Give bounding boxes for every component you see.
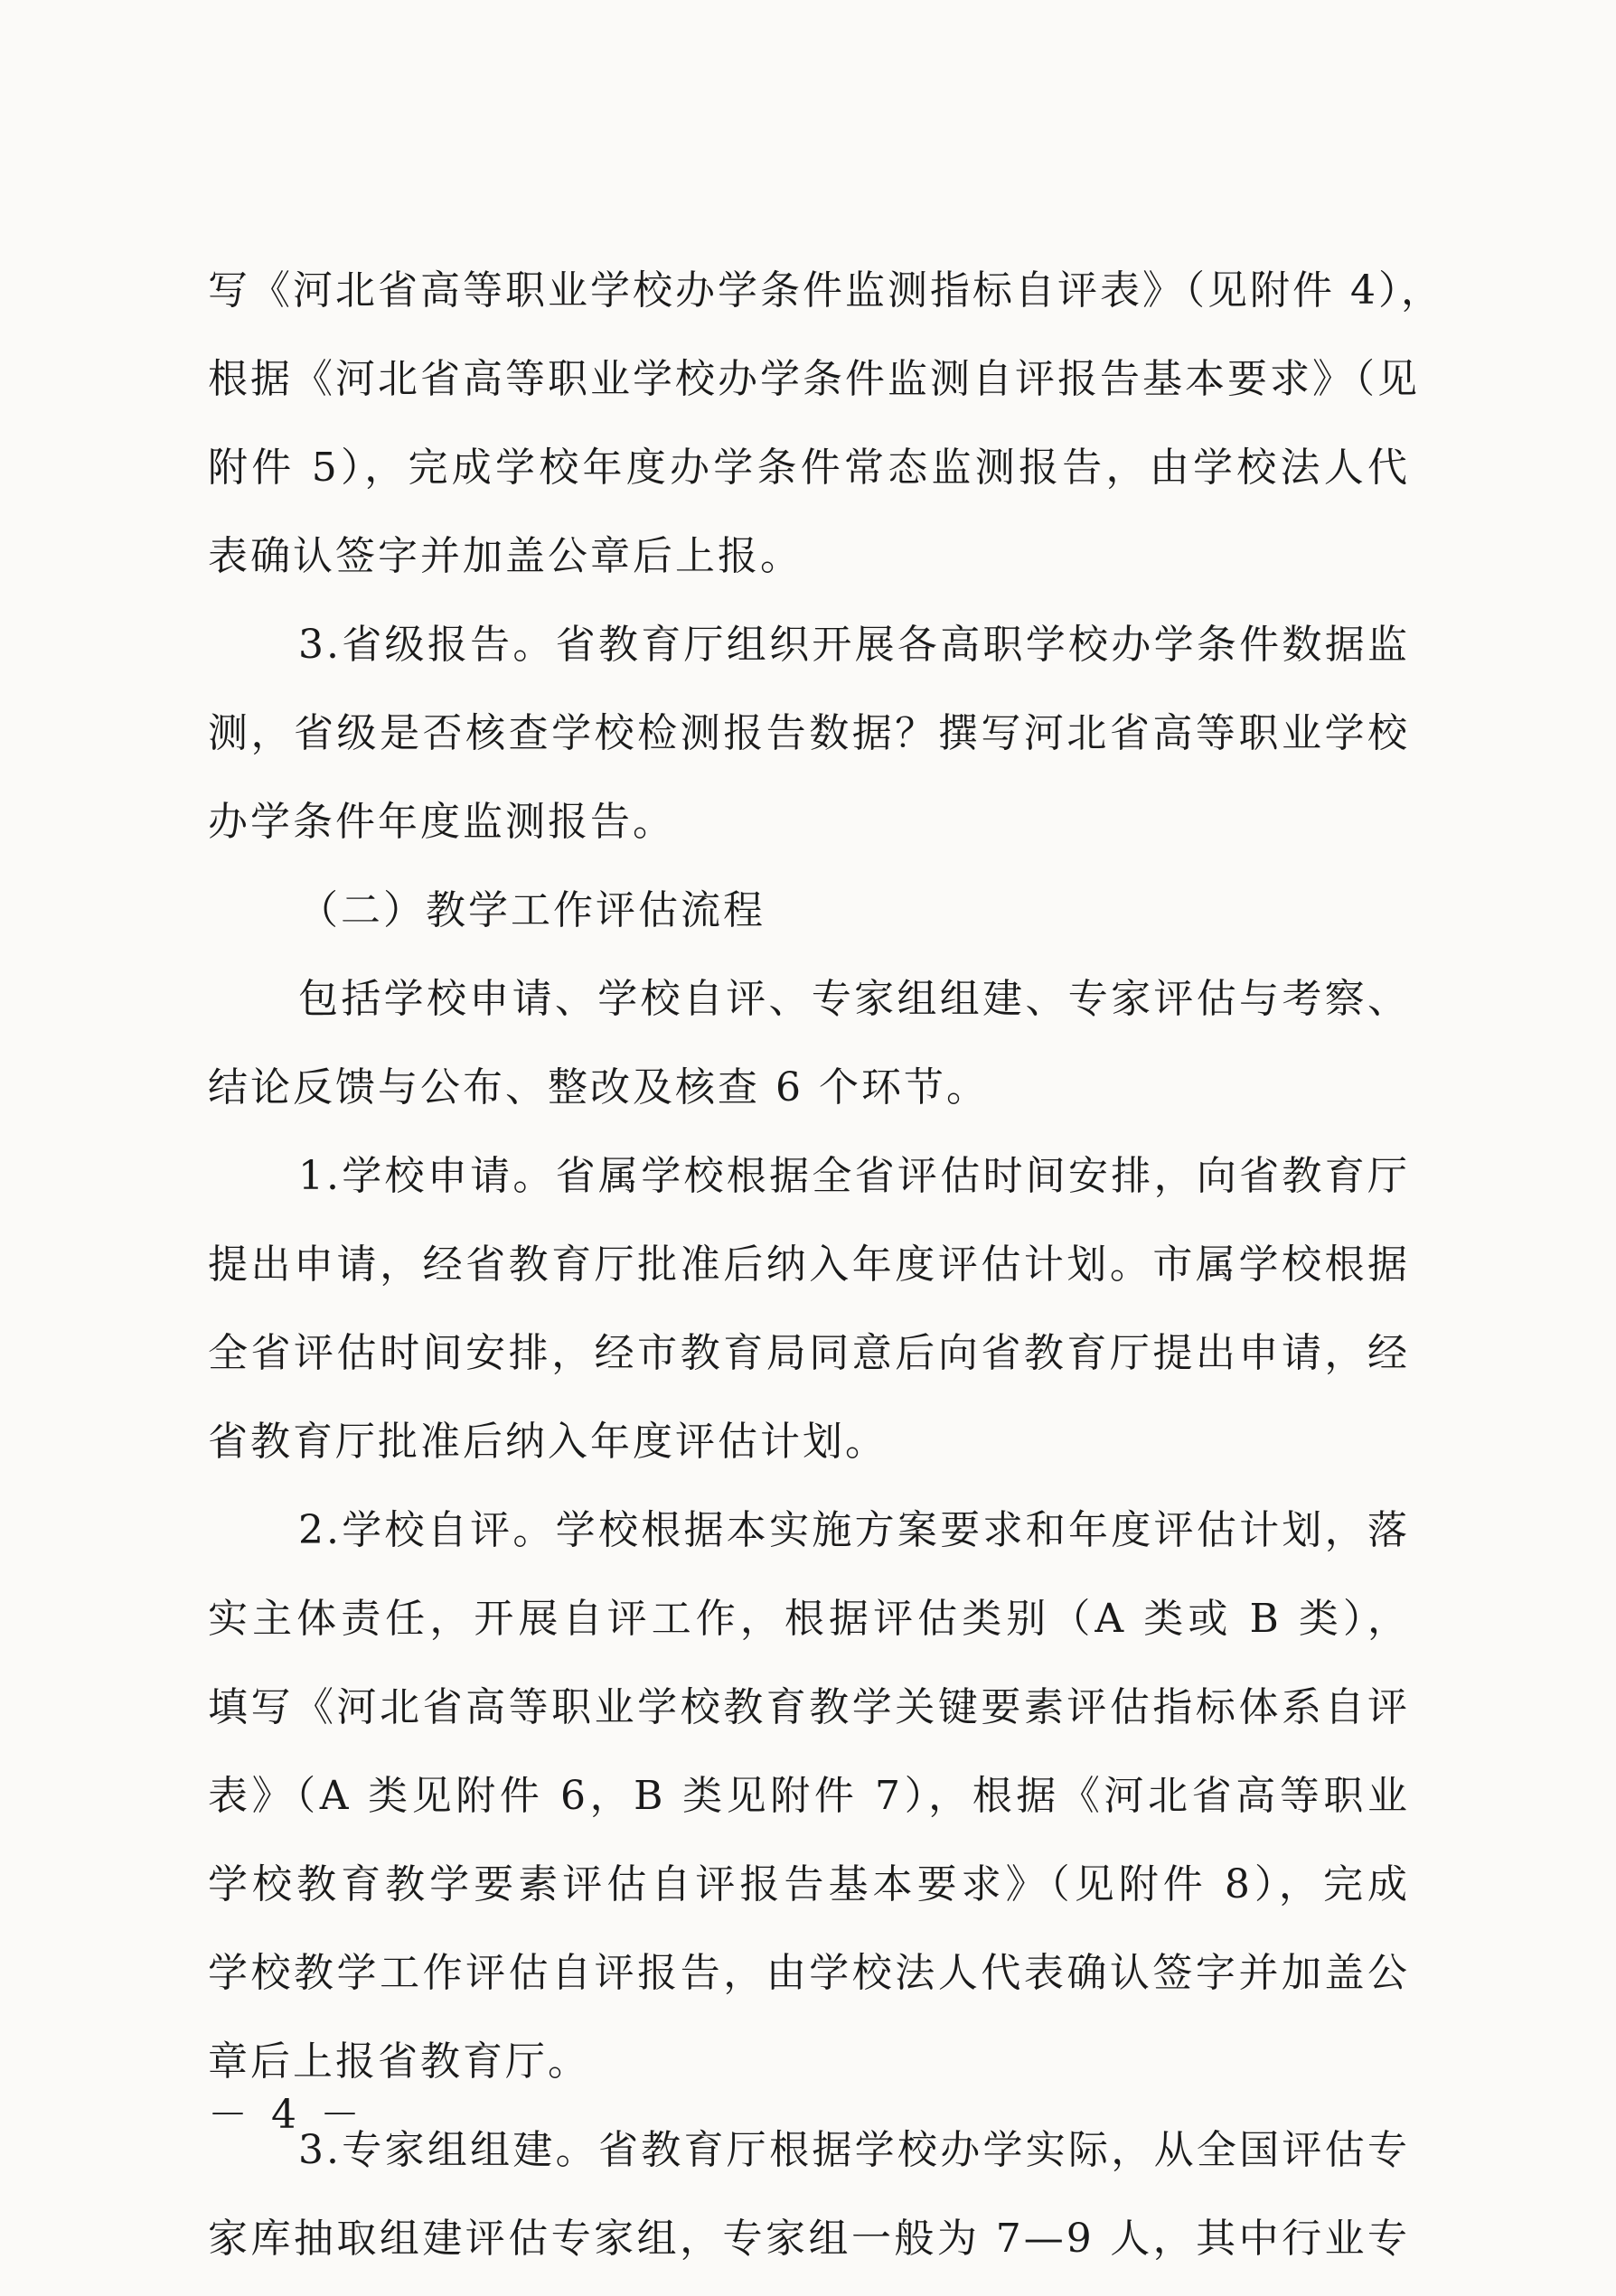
text-line: 学校教育教学要素评估自评报告基本要求》（见附件 8），完成 <box>208 1861 1410 1907</box>
text-line: 提出申请，经省教育厅批准后纳入年度评估计划。市属学校根据 <box>208 1242 1410 1288</box>
text-line: 全省评估时间安排，经市教育局同意后向省教育厅提出申请，经 <box>208 1330 1410 1376</box>
body-text <box>208 247 1443 2283</box>
text-line: 1.学校申请。省属学校根据全省评估时间安排，向省教育厅 <box>298 1153 1410 1199</box>
text-line: 表确认签字并加盖公章后上报。 <box>208 533 803 579</box>
text-line: 2.学校自评。学校根据本实施方案要求和年度评估计划，落 <box>298 1507 1410 1553</box>
text-line: 实主体责任，开展自评工作，根据评估类别（A 类或 B 类）， <box>208 1596 1410 1642</box>
text-line: 学校教学工作评估自评报告，由学校法人代表确认签字并加盖公 <box>208 1950 1410 1996</box>
text-line: 家库抽取组建评估专家组，专家组一般为 7—9 人，其中行业专 <box>208 2216 1410 2262</box>
text-line: 包括学校申请、学校自评、专家组组建、专家评估与考察、 <box>298 976 1410 1022</box>
text-line: 表》（A 类见附件 6，B 类见附件 7），根据《河北省高等职业 <box>208 1773 1410 1819</box>
text-line: 结论反馈与公布、整改及核查 6 个环节。 <box>208 1064 989 1111</box>
text-line: 附件 5），完成学校年度办学条件常态监测报告，由学校法人代 <box>208 445 1410 491</box>
text-line: 根据《河北省高等职业学校办学条件监测自评报告基本要求》（见 <box>208 356 1420 402</box>
text-line: 省教育厅批准后纳入年度评估计划。 <box>208 1419 888 1465</box>
text-line: 测，省级是否核查学校检测报告数据？撰写河北省高等职业学校 <box>208 710 1410 756</box>
text-line: 写《河北省高等职业学校办学条件监测指标自评表》（见附件 4）， <box>208 267 1443 314</box>
text-line: 3.专家组组建。省教育厅根据学校办学实际，从全国评估专 <box>298 2127 1410 2173</box>
text-line: 办学条件年度监测报告。 <box>208 799 675 845</box>
page-number: － 4 － <box>208 2092 365 2138</box>
text-line: 填写《河北省高等职业学校教育教学关键要素评估指标体系自评 <box>208 1684 1410 1730</box>
text-line: 章后上报省教育厅。 <box>208 2038 590 2085</box>
section-heading: （二）教学工作评估流程 <box>298 887 766 933</box>
text-line: 3.省级报告。省教育厅组织开展各高职学校办学条件数据监 <box>298 622 1410 668</box>
